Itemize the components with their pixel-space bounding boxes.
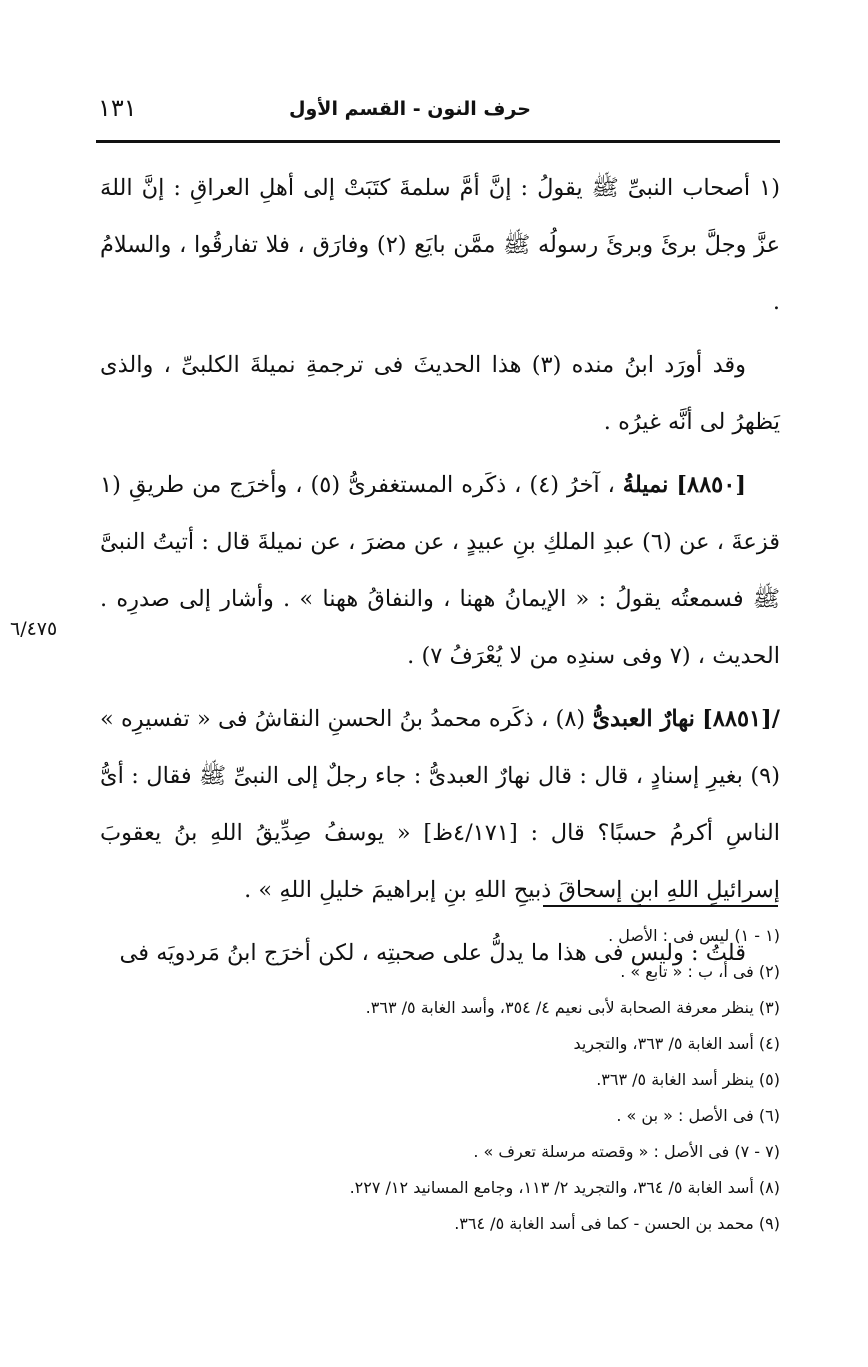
entry-8850: [100, 457, 780, 685]
footnote: (٢) فى أ، ب : « تابع » .: [620, 962, 780, 981]
footnote: (١ - ١) ليس فى : الأصل .: [608, 926, 780, 945]
entry-text: ، آخرُ (٤) ، ذكَره المستغفرىُّ (٥) ، وأخرَج من طريقِ (١ قزعةَ ، عن (٦) عبدِ الملكِ بنِ عبيدٍ ، عن مضرَ ، عن نميلةَ قال : أتيتُ النبىَّ ﷺ فسمعتُه يقولُ : « الإيمانُ ههنا ، والنفاقُ ههنا » . وأشار إلى صدرِه . الحديث ، (٧ وفى سندِه من لا يُعْرَفُ ٧) .: [100, 472, 780, 669]
footnote-rule: [543, 905, 778, 907]
footnote: (٣) ينظر معرفة الصحابة لأبى نعيم ٤/ ٣٥٤، وأسد الغابة ٥/ ٣٦٣.: [365, 998, 780, 1017]
page-number: ١٣١: [98, 94, 137, 122]
paragraph-comment: قلتُ : وليس فى هذا ما يدلُّ على صحبتِه ، لكن أخرَج ابنُ مَردويَه فى: [119, 940, 746, 966]
header-rule: [96, 140, 780, 143]
footnote: (٨) أسد الغابة ٥/ ٣٦٤، والتجريد ٢/ ١١٣، وجامع المسانيد ١٢/ ٢٢٧.: [349, 1178, 780, 1197]
entry-8851: [100, 691, 780, 919]
running-title: حرف النون - القسم الأول: [289, 98, 531, 120]
footnote: (٩) محمد بن الحسن - كما فى أسد الغابة ٥/ ٣٦٤.: [454, 1214, 780, 1233]
margin-reference: ٦/٤٧٥: [10, 618, 58, 640]
paragraph-note: وقد أورَد ابنُ منده (٣) هذا الحديثَ فى ترجمةِ نميلةَ الكلبىِّ ، والذى يَظهرُ لى أنَّه غيرُه .: [100, 352, 780, 435]
entry-text: (٨) ، ذكَره محمدُ بنُ الحسنِ النقاشُ فى « تفسيرِه » (٩) بغيرِ إسنادٍ ، قال : قال نهارٌ العبدىُّ : جاء رجلٌ إلى النبىِّ ﷺ فقال : أىُّ الناسِ أكرمُ حسبًا؟ قال : [٤/١٧١ظ] « يوسفُ صِدِّيقُ اللهِ بنُ يعقوبَ إسرائيلِ اللهِ ابنِ إسحاقَ ذبيحِ اللهِ بنِ إبراهيمَ خليلِ اللهِ » .: [100, 706, 780, 903]
main-text: [100, 160, 780, 982]
paragraph-continuation: (١ أصحاب النبىِّ ﷺ يقولُ : إنَّ أمَّ سلمةَ كتَبَتْ إلى أهلِ العراقِ : إنَّ اللهَ عزَّ وجلَّ برئَ وبرئَ رسولُه ﷺ ممَّن بايَع (٢) وفارَق ، فلا تفارقُوا ، والسلامُ .: [100, 175, 781, 315]
entry-name: نميلةُ: [622, 472, 669, 498]
footnote: (٥) ينظر أسد الغابة ٥/ ٣٦٣.: [596, 1070, 780, 1089]
footnote: (٦) فى الأصل : « بن » .: [616, 1106, 780, 1125]
footnotes: [200, 918, 780, 1242]
footnote: (٧ - ٧) فى الأصل : « وقصته مرسلة تعرف » .: [473, 1142, 780, 1161]
entry-name: نهارٌ العبدىُّ: [592, 706, 695, 732]
entry-number: [٨٨٥٠]: [676, 472, 746, 498]
footnote: (٤) أسد الغابة ٥/ ٣٦٣، والتجريد: [573, 1034, 780, 1053]
entry-number: /[٨٨٥١]: [702, 706, 781, 732]
running-header: [96, 92, 776, 132]
